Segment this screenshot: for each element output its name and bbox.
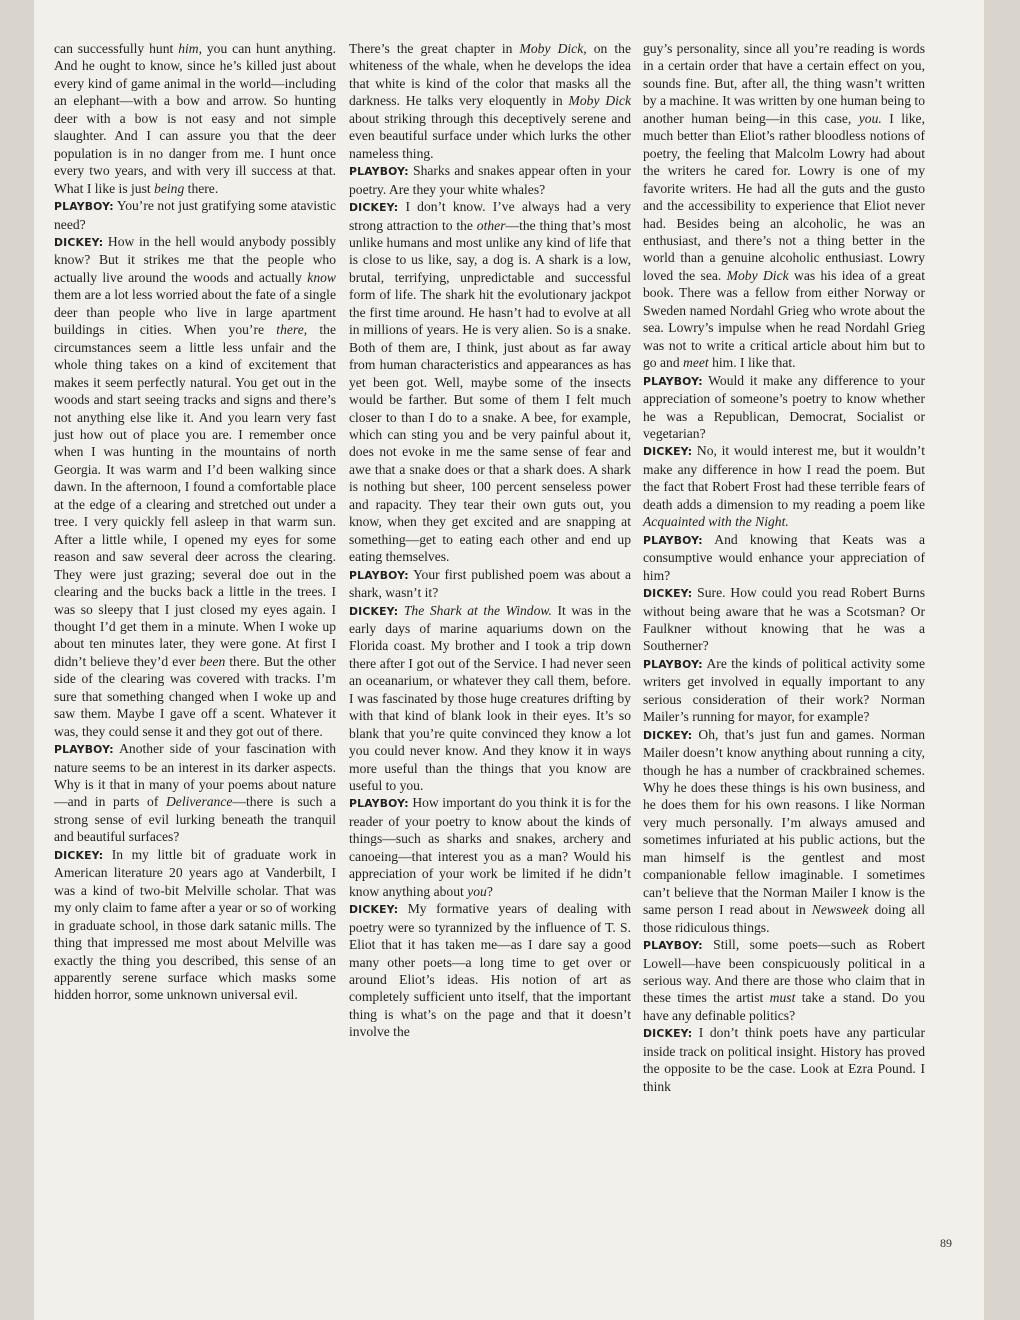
body-text: him. I like that. (708, 355, 796, 371)
speaker-label: DICKEY: (643, 445, 693, 459)
body-text: there. (184, 180, 219, 196)
italic-text: The Shark at the Window. (403, 602, 552, 618)
body-text: about striking through this deceptively serene and even beautiful surface under which lurks the other nameless thing. (349, 110, 631, 161)
body-text: I don’t think poets have any particular inside track on political insight. History has proved the opposite to be the case. Look at Ezra Pound. I think (643, 1025, 925, 1094)
body-text: —the thing that’s most unlike humans and most unlike any kind of life that is close to us like, say, a dog is. A shark is a low, brutal, terrifying, unpredictable and successful form of life. The shark hit the evolutionary jackpot the first time around. He hasn’t had to evolve at all in millions of years. He is very alien. So is a snake. Both of them are, I think, just about as far away from human characteristics and appearances as has yet been got. Well, maybe some of the insects would be farther. But some of them I felt much closer to than I do to a snake. A bee, for example, which can sting you and be very painful about it, does not evoke in me the same sense of fear and awe that a snake does or that a shark does. A shark is nothing but sheer, 100 percent senseless power and rapacity. They tear their own guts out, you know, when they get excited and are snapping at something—get to eating each other and end up eating themselves. (349, 217, 632, 565)
speaker-label: DICKEY: (349, 903, 399, 917)
body-text: take a stand. Do you have any definable politics? (643, 990, 926, 1023)
body-text: Are the kinds of political activity some writers get involved in equally important to any serious consideration of their work? Norman Mailer’s running for mayor, for example? (643, 655, 925, 725)
italic-text: been (199, 653, 226, 669)
body-text: How in the hell would anybody possibly know? But it strikes me that the people who actually live around the woods and actually (54, 233, 336, 285)
speaker-label: DICKEY: (54, 235, 104, 249)
body-text: you can hunt anything. And he ought to know, since he’s killed just about every kind of game animal in the world—including an elephant—with a bow and arrow. So hunting deer with a bow is not easy and not simple slaughter. And I can assure you that the deer population is in no danger from me. I hunt once every two years, and with very ill success at that. What I like is just (54, 41, 336, 196)
body-text: You’re not just gratifying some atavistic need? (54, 198, 336, 232)
speaker-label: DICKEY: (349, 201, 399, 215)
body-text: ? (486, 883, 493, 899)
italic-text: Moby Dick (568, 93, 631, 109)
italic-text: Moby Dick, (519, 41, 587, 56)
body-text: them are a lot less worried about the fate of a single deer than people who live in large apartment buildings in cities. When you’re (54, 287, 336, 338)
column-text (349, 40, 631, 1041)
speaker-label: PLAYBOY: (54, 743, 114, 757)
text-column-right (643, 40, 925, 1095)
italic-text: you. (858, 110, 882, 126)
body-text: Sharks and snakes appear often in your poetry. Are they your white whales? (349, 163, 631, 197)
magazine-page (34, 0, 984, 1320)
body-text: Sure. How could you read Robert Burns without being aware that he was a Scotsman? Or Faulkner without knowing that he was a Southerner? (643, 585, 925, 654)
italic-text: there, (276, 322, 308, 338)
body-text: Your first published poem was about a shark, wasn’t it? (349, 566, 631, 601)
speaker-label: DICKEY: (643, 1027, 693, 1041)
body-text: It was in the early days of marine aquariums down on the Florida coast. My brother and I took a trip down there after I got out of the Service. I had never seen an oceanarium, or whatever they call them, before. I was fascinated by those huge creatures drifting by with that kind of blank look in their eyes. It’s so blank that you’re quite convinced they know a lot you could never know. And they know it in ways more useful than the things that you know are useful to you. (349, 602, 631, 794)
body-text: the circumstances seem a little less unfair and the whole thing takes on a kind of excitement that makes it seem perfectly natural. You get out in the woods and start seeing tracks and signs and there’s not anything else like it. And you learn very fast just how out of place you are. I remember once when I was hunting in the mountains of north Georgia. It was warm and I’d been walking since dawn. In the afternoon, I found a comfortable place at the edge of a clearing and stretched out under a tree. I very quickly fell asleep in that warm sun. After a little while, I opened my eyes for some reason and saw several deer across the clearing. They were just grazing; several doe out in the clearing and the bucks back a little in the trees. I was so sleepy that I just closed my eyes again. I thought I’d get them in a minute. When I woke up about ten minutes later, they were gone. At first I didn’t believe they’d ever (54, 322, 336, 669)
italic-text: Newsweek (811, 902, 869, 918)
italic-text: you (467, 883, 487, 899)
italic-text: know (307, 269, 336, 285)
speaker-label: PLAYBOY: (349, 568, 409, 582)
body-text: Another side of your fascination with nature seems to be an interest in its darker aspects. Why is it that in many of your poems about nature—and in parts of (54, 741, 336, 810)
body-text: There’s the great chapter in (349, 41, 520, 56)
page-number: 89 (940, 1236, 952, 1250)
column-text (643, 40, 925, 1095)
italic-text: Moby Dick (726, 267, 789, 283)
italic-text: other (476, 217, 506, 233)
italic-text: Deliverance (165, 794, 233, 810)
body-text: guy’s personality, since all you’re reading is words in a certain order that have a certain effect on you, sounds fine. But, after all, the thing wasn’t written by a machine. It was written by one human being to another human being—in this case, (643, 41, 925, 126)
speaker-label: PLAYBOY: (349, 797, 409, 811)
speaker-label: PLAYBOY: (349, 165, 409, 179)
body-text: there. But the other side of the clearing was covered with tracks. I’m sure that something changed when I woke up and saw them. Maybe I gave off a scent. Whatever it was, they could sense it and they got out of there. (54, 653, 337, 739)
italic-text: him, (178, 41, 202, 56)
body-text: can successfully hunt (54, 41, 179, 56)
speaker-label: DICKEY: (643, 587, 693, 601)
body-text: Oh, that’s just fun and games. Norman Mailer doesn’t know anything about running a city, though he has a number of crackbrained schemes. Why he does these things is his own business, and he does them for his own reasons. I like Norman very much personally. I’m always amused and sometimes infuriated at his public actions, but the man himself is the gentlest and most companionable fellow imaginable. I sometimes can’t believe that the Norman Mailer I know is the same person I read about in (643, 726, 925, 918)
body-text: on the whiteness of the whale, when he develops the idea that white is kind of the color that masks all the darkness. He talks very eloquently in (349, 41, 631, 109)
body-text: In my little bit of graduate work in American literature 20 years ago at Vanderbilt, I was a kind of two-bit Melville scholar. That was my only claim to fame after a year or so of working in graduate school, in those dark satanic mills. The thing that impressed me most about Melville was exactly the thing you described, this sense of an apparently serene surface which masks some hidden horror, some unknown universal evil. (54, 846, 336, 1003)
text-column-left (54, 40, 336, 1004)
body-text: —there is such a strong sense of evil lurking beneath the tranquil and beautiful surfaces? (54, 794, 336, 845)
body-text: I like, much better than Eliot’s rather bloodless notions of poetry, the feeling that Malcolm Lowry had about the writers he cared for. Lowry is one of my favorite writers. He had all the guts and the gusto and the accessibility to experience that Eliot never had. Besides being an alcoholic, he was an enthusiast, and there’s not a thing better in the world than a genuine alcoholic enthusiast. Lowry loved the sea. (643, 110, 925, 283)
body-text: No, it would interest me, but it wouldn’t make any difference in how I read the poem. But the fact that Robert Frost had these terrible fears of death adds a dimension to my reading a poem like (643, 443, 925, 512)
speaker-label: DICKEY: (54, 848, 104, 862)
body-text: Would it make any difference to your appreciation of someone’s poetry to know whether he was a Republican, Democrat, Socialist or vegetarian? (643, 372, 925, 441)
column-text (54, 40, 336, 1004)
speaker-label: PLAYBOY: (643, 374, 703, 388)
text-column-middle (349, 40, 631, 1041)
body-text: doing all those ridiculous things. (643, 902, 925, 935)
italic-text: Acquainted with the Night. (643, 514, 789, 530)
body-text: Still, some poets—such as Robert Lowell—have been conspicuously political in a serious way. And there are those who claim that in these times the artist (643, 937, 925, 1006)
body-text: was his idea of a great book. There was a fellow from either Norway or Sweden named Nordahl Grieg who wrote about the sea. Lowry’s impulse when he read Nordahl Grieg was not to write a critical article about him but to go and (643, 267, 925, 371)
speaker-label: DICKEY: (349, 604, 399, 618)
speaker-label: PLAYBOY: (643, 657, 703, 671)
italic-text: must (769, 990, 796, 1006)
speaker-label: PLAYBOY: (643, 939, 703, 953)
body-text: My formative years of dealing with poetry were so tyrannized by the influence of T. S. Eliot that it has taken me—as I dare say a good many other poets—a long time to get over or around Eliot’s ideas. His notion of art as completely sufficient unto itself, that the important thing is what’s on the page and that it doesn’t involve the (349, 901, 631, 1040)
italic-text: meet (683, 355, 709, 371)
body-text: How important do you think it is for the reader of your poetry to know about the kinds of things—such as sharks and snakes, archery and canoeing—that interest you as a man? Would his appreciation of your work be limited if he didn’t know anything about (349, 795, 631, 899)
speaker-label: PLAYBOY: (643, 533, 703, 547)
body-text: And knowing that Keats was a consumptive would enhance your appreciation of him? (643, 531, 925, 583)
italic-text: being (154, 180, 185, 196)
body-text: I don’t know. I’ve always had a very strong attraction to the (349, 199, 631, 233)
speaker-label: PLAYBOY: (54, 200, 114, 214)
speaker-label: DICKEY: (643, 728, 693, 742)
